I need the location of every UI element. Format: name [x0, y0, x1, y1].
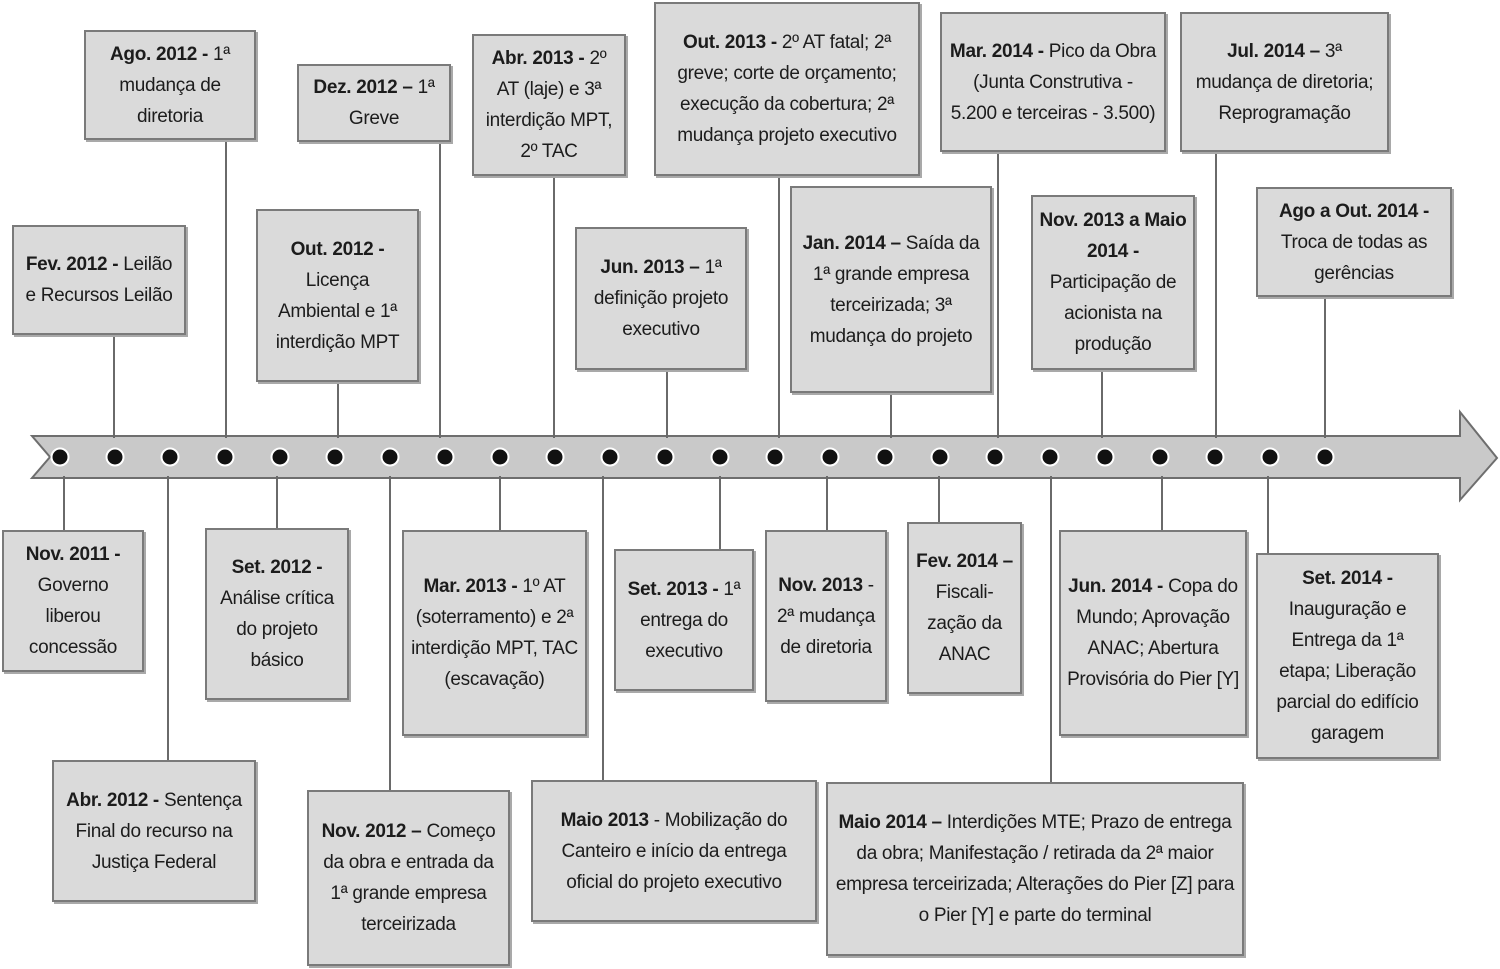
event-box-out-2013: [654, 2, 920, 176]
event-box-set-2012: [205, 528, 349, 700]
event-description: 1ª mudança de diretoria: [119, 43, 231, 127]
timeline-dot: [1097, 449, 1114, 466]
event-box-jun-2014: [1059, 530, 1247, 736]
event-text: [539, 805, 809, 898]
event-date: Dez. 2012 –: [313, 77, 413, 98]
event-text: [948, 36, 1158, 129]
event-date: Nov. 2013 a Maio 2014 -: [1039, 210, 1187, 262]
event-description: - Mobilização do Canteiro e início da entrega oficial do projeto executivo: [561, 809, 788, 893]
timeline-dot: [382, 449, 399, 466]
event-text: [1067, 571, 1239, 695]
event-description: - 2ª mudança de diretoria: [776, 574, 876, 658]
timeline-dot: [217, 449, 234, 466]
timeline-dot: [1207, 449, 1224, 466]
event-date: Fev. 2012 -: [25, 254, 119, 275]
event-description: Inauguração e Entrega da 1ª etapa; Liberação parcial do edifício garagem: [1276, 599, 1419, 744]
event-date: Nov. 2013: [778, 574, 863, 596]
event-date: Set. 2014 -: [1302, 568, 1393, 589]
event-text: [1039, 205, 1187, 360]
event-text: [622, 574, 746, 667]
event-text: [1188, 36, 1381, 129]
event-date: Out. 2012 -: [290, 238, 385, 260]
event-date: Ago a Out. 2014 -: [1278, 200, 1430, 222]
timeline-dot: [107, 449, 124, 466]
event-description: 1ª Greve: [348, 77, 435, 129]
timeline-dot: [602, 449, 619, 466]
timeline-dot: [272, 449, 289, 466]
event-text: [662, 27, 912, 151]
event-text: [10, 539, 136, 663]
event-box-jan-2014: [790, 186, 992, 393]
timeline-dot: [547, 449, 564, 466]
event-box-mar-2014: [940, 12, 1166, 152]
event-description: Troca de todas as gerências: [1280, 231, 1428, 284]
event-description: Sentença Final do recurso na Justiça Federal: [75, 789, 242, 873]
event-box-jun-2013: [575, 227, 747, 370]
event-box-set-2014: [1256, 553, 1439, 759]
event-description: Copa do Mundo; Aprovação ANAC; Abertura Provisória do Pier [Y]: [1067, 576, 1239, 690]
event-box-jul-2014: [1180, 12, 1389, 152]
event-box-nov-2011: [2, 530, 144, 672]
event-box-nov-2013: [765, 530, 887, 702]
event-description: Saída da 1ª grande empresa terceirizada; 3ª mudança do projeto: [809, 232, 980, 347]
event-box-abr-2013: [472, 34, 626, 176]
event-description: 1ª entrega do executivo: [640, 578, 741, 662]
event-description: Participação de acionista na produção: [1049, 272, 1177, 355]
event-text: [915, 546, 1014, 670]
event-description: 1º AT (soterramento) e 2ª interdição MPT, TAC (escavação): [411, 576, 578, 690]
event-description: 3ª mudança de diretoria; Reprogramação: [1195, 40, 1374, 124]
event-text: [583, 252, 739, 345]
timeline-dot: [492, 449, 509, 466]
event-text: [480, 43, 618, 167]
event-text: [315, 816, 502, 940]
event-text: [60, 785, 248, 878]
timeline-dot: [767, 449, 784, 466]
event-box-mar-2013: [402, 530, 587, 736]
event-date: Maio 2014 –: [838, 812, 942, 833]
event-date: Ago. 2012 -: [109, 43, 209, 65]
timeline-dot: [1042, 449, 1059, 466]
timeline-dot: [822, 449, 839, 466]
event-date: Maio 2013: [560, 809, 649, 831]
event-description: 1ª definição projeto executivo: [593, 257, 729, 340]
event-date: Jan. 2014 –: [802, 232, 901, 254]
event-description: Análise crítica do projeto básico: [220, 588, 334, 671]
event-text: [773, 570, 879, 663]
event-box-maio-2014: [826, 782, 1244, 956]
event-date: Abr. 2013 -: [491, 48, 585, 69]
event-box-set-2013: [614, 549, 754, 691]
event-box-ago-out-2014: [1256, 187, 1452, 297]
event-description: 2º AT (laje) e 3ª interdição MPT, 2º TAC: [485, 48, 613, 162]
event-date: Mar. 2014 -: [949, 40, 1044, 62]
event-date: Out. 2013 -: [683, 32, 777, 53]
timeline-dot: [932, 449, 949, 466]
timeline-dot: [657, 449, 674, 466]
event-date: Set. 2013 -: [627, 578, 719, 600]
event-text: [1264, 563, 1431, 749]
event-text: [20, 249, 178, 311]
event-box-nov2013-maio2014: [1031, 195, 1195, 370]
timeline-dot: [52, 449, 69, 466]
event-box-ago-2012: [84, 30, 256, 140]
event-text: [213, 552, 341, 676]
event-date: Nov. 2012 –: [321, 821, 422, 842]
event-description: Leilão e Recursos Leilão: [25, 254, 173, 306]
event-text: [834, 807, 1236, 931]
timeline-dot: [712, 449, 729, 466]
timeline-dot: [1317, 449, 1334, 466]
event-description: Interdições MTE; Prazo de entrega da obra; Manifestação / retirada da 2ª maior empresa terceirizada; Alterações do Pier [Z] para o Pier [Y] e parte do terminal: [835, 812, 1235, 926]
event-box-fev-2012: [12, 225, 186, 335]
event-box-abr-2012: [52, 760, 256, 902]
event-description: Governo liberou concessão: [28, 575, 118, 658]
timeline-dot: [1152, 449, 1169, 466]
event-box-out-2012: [256, 209, 419, 382]
timeline-dot: [1262, 449, 1279, 466]
event-date: Set. 2012 -: [231, 557, 323, 578]
event-description: Pico da Obra (Junta Construtiva - 5.200 e terceiras - 3.500): [950, 40, 1157, 124]
event-description: 2º AT fatal; 2ª greve; corte de orçamento; execução da cobertura; 2ª mudança projeto executivo: [677, 32, 897, 146]
event-box-dez-2012: [297, 64, 451, 142]
timeline-dot: [437, 449, 454, 466]
event-date: Nov. 2011 -: [25, 544, 121, 565]
event-text: [305, 72, 443, 134]
event-date: Fev. 2014 –: [916, 551, 1013, 572]
event-text: [264, 234, 411, 358]
event-box-fev-2014: [907, 522, 1022, 694]
event-date: Jun. 2013 –: [600, 257, 700, 278]
event-box-nov-2012: [307, 790, 510, 966]
event-date: Mar. 2013 -: [423, 576, 518, 597]
event-description: Licença Ambiental e 1ª interdição MPT: [275, 269, 400, 353]
event-box-maio-2013: [531, 780, 817, 922]
event-description: Fiscali-zação da ANAC: [927, 582, 1002, 665]
timeline-dot: [877, 449, 894, 466]
event-date: Jun. 2014 -: [1068, 576, 1164, 597]
timeline-dot: [327, 449, 344, 466]
event-date: Jul. 2014 –: [1227, 40, 1320, 62]
event-text: [1264, 196, 1444, 289]
event-description: Começo da obra e entrada da 1ª grande empresa terceirizada: [323, 821, 496, 935]
event-text: [798, 228, 984, 352]
event-text: [410, 571, 579, 695]
event-date: Abr. 2012 -: [66, 789, 159, 811]
timeline-dot: [987, 449, 1004, 466]
timeline-dot: [162, 449, 179, 466]
event-text: [92, 39, 248, 132]
